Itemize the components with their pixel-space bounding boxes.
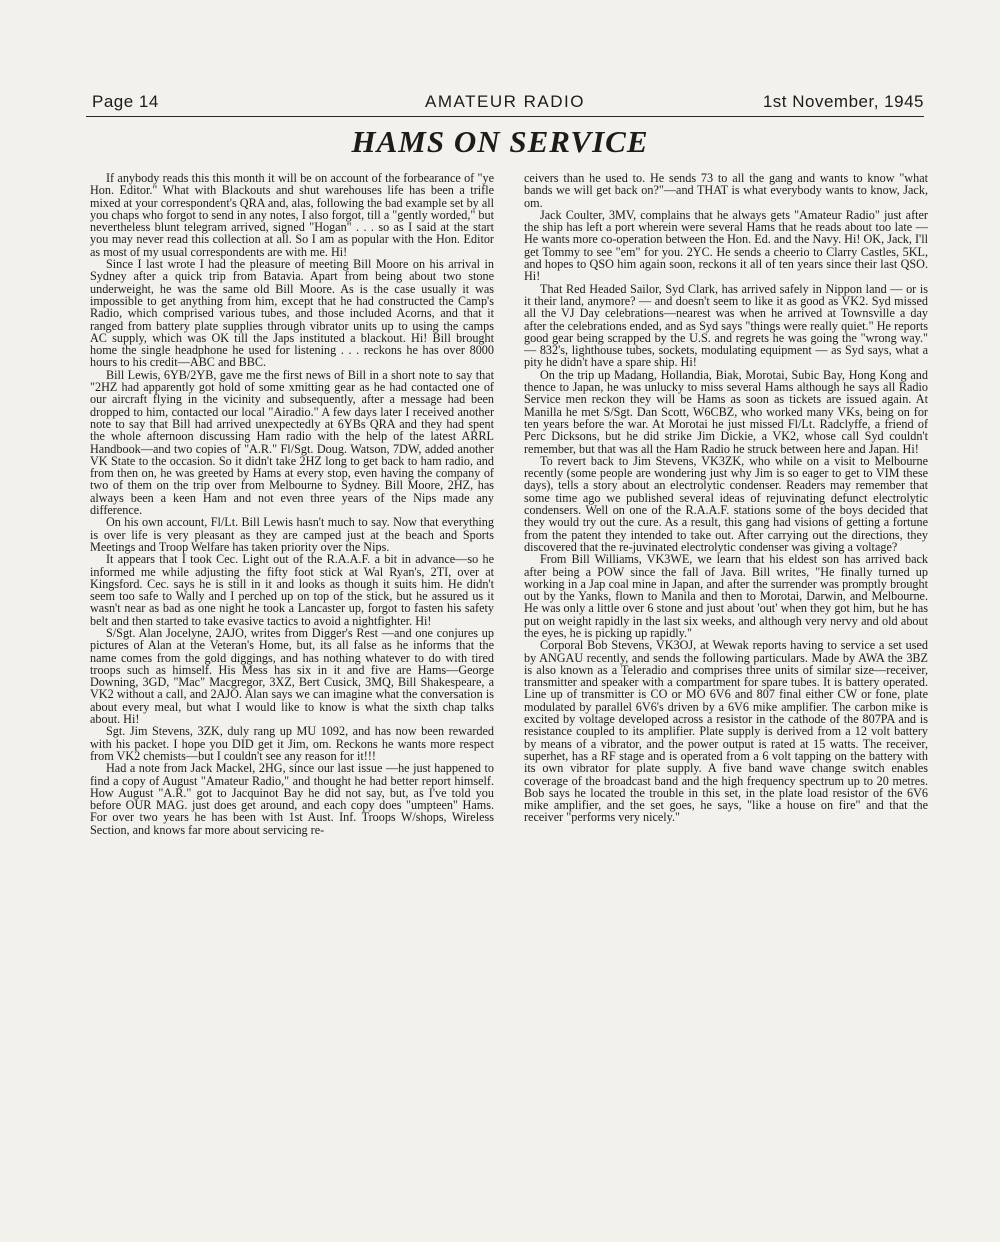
paragraph: Had a note from Jack Mackel, 2HG, since our last issue —he just happened to find a copy of August "Amateur Radio," and thought he had better report himself. How August "A.R." got to Jacquinot Bay he did not say, but, as I've told you before OUR MAG. just does get around, and each copy does "umpteen" Hams. For over two years he has been with 1st Aust. Inf. Troops W/shops, Wireless Section, and knows far more about servicing re- [90,761,494,837]
paragraph: Corporal Bob Stevens, VK3OJ, at Wewak reports having to service a set used by ANGAU recently, and sends the following particulars. Made by AWA the 3BZ is also known as a Teleradio and comprises three units of similar size—receiver, transmitter and speaker with a compartment for spare tubes. It is battery operated. Line up of transmitter is CO or MO 6V6 and 807 final either CW or fone, plate modulated by parallel 6V6's driven by a 6V6 mike amplifier. The carbon mike is excited by voltage developed across a resistor in the cathode of the 807PA and is resistance coupled to its amplifier. Plate supply is derived from a 12 volt battery by means of a vibrator, and the power output is rated at 15 watts. The receiver, superhet, has a RF stage and is operated from a 6 volt tapping on the battery with its own vibrator for plate supply. A five band wave change switch enables coverage of the broadcast band and the high frequency spectrum up to 20 metres. Bob says he located the trouble in this set, in the plate load resistor of the 6V6 mike amplifier, and the set goes, he says, "like a house on fire" and that the receiver "performs very nicely." [524,638,928,825]
paragraph: It appears that I took Cec. Light out of the R.A.A.F. a bit in advance—so he informed me while adjusting the fifty foot stick at Wal Ryan's, 2TI, over at Kingsford. Cec. says he is still in it and looks as though it suits him. He didn't seem too safe to Wally and I perched up on top of the stick, but he assured us it wasn't near as bad as one night he took a Lancaster up, forgot to fasten his safety belt and then started to take evasive tactics to avoid a nightfighter. Hi! [90,552,494,628]
paragraph: That Red Headed Sailor, Syd Clark, has arrived safely in Nippon land — or is it their land, anymore? — and doesn't seem to like it as good as VK2. Syd missed all the VJ Day celebrations—nearest was when he arrived at Townsville a day after the celebrations ended, and as Syd says "things were really quiet." He reports good gear being scrapped by the U.S. and regrets he was going the "wrong way." — 832's, lighthouse tubes, sockets, modulating equipment — as Syd says, what a pity he didn't have a spare ship. Hi! [524,281,928,370]
page-number: Page 14 [92,92,159,111]
paragraph: On the trip up Madang, Hollandia, Biak, Morotai, Subic Bay, Hong Kong and thence to Japan, he was unlucky to miss several Hams although he says all Radio Service men reckon they will be Hams as soon as tickets are issued again. At Manilla he met S/Sgt. Dan Scott, W6CBZ, who worked many VKs, being on for ten years before the war. At Morotai he just missed Fl/Lt. Radclyffe, a friend of Perc Dicksons, but he did strike Jim Dickie, a VK2, whose call Syd couldn't remember, but that was all the Ham Radio he struck between here and Japan. Hi! [524,367,928,456]
left-column [90,172,494,1172]
running-header [86,88,924,117]
paragraph: Bill Lewis, 6YB/2YB, gave me the first news of Bill in a short note to say that "2HZ had apparently got hold of some xmitting gear as he had contacted one of our aircraft flying in the vicinity and subsequently, after a message had been dropped to him, contacted our local "Airadio." A few days later I received another note to say that Bill had arrived unexpectedly at 6YBs QRA and they had spent the whole afternoon discussing Ham radio with the help of the latest ARRL Handbook—and two copies of "A.R." Fl/Sgt. Doug. Watson, 7DW, added another VK State to the occasion. So it didn't take 2HZ long to get back to ham radio, and from then on, he was greeted by Hams at every stop, even having the company of two of them on the trip over from Melbourne to Sydney. Bill Moore, 2HZ, has always been a keen Ham and not even three years of the Nips made any difference. [90,367,494,518]
paragraph: S/Sgt. Alan Jocelyne, 2AJO, writes from Digger's Rest —and one conjures up pictures of Alan at the Veteran's Home, but, its all false as he informs that the name comes from the gold diggings, and has nothing whatever to do with tired troops such as himself. His Mess has six in it and five are Hams—George Downing, 3GD, "Mac" Macgregor, 3XZ, Bert Cusick, 3MQ, Bill Shakespeare, a VK2 without a call, and 2AJO. Alan says we can imagine what the conversation is about every meal, but what I would like to know is what the sixth chap talks about. Hi! [90,625,494,727]
paragraph: ceivers than he used to. He sends 73 to all the gang and wants to know "what bands we will get back on?"—and THAT is what everybody wants to know, Jack, om. [524,172,928,210]
paragraph: Jack Coulter, 3MV, complains that he always gets "Amateur Radio" just after the ship has left a port wherein were several Hams that he reads about too late —He wants more co-operation between the Hon. Ed. and the Navy. Hi! OK, Jack, I'll get Tommy to see "em" for you. 2YC. He sends a cheerio to Clarry Castles, 5KL, and hopes to QSO him again soon, reckons it all of ten years since their last QSO. Hi! [524,207,928,284]
paragraph: Sgt. Jim Stevens, 3ZK, duly rang up MU 1092, and has now been rewarded with his packet. I hope you DID get it Jim, om. Reckons he wants more respect from VK2 chemists—but I couldn't see any reason for it!!! [90,724,494,763]
paragraph: On his own account, Fl/Lt. Bill Lewis hasn't much to say. Now that everything is over life is very pleasant as they are camped just at the beach and Sports Meetings and Troop Welfare has taken priority over the Nips. [90,515,494,554]
paragraph: If anybody reads this this month it will be on account of the forbearance of "ye Hon. Editor." What with Blackouts and shut warehouses life has been a trifle mixed at your correspondent's QRA and, alas, following the bad example set by all you chaps who forgot to send in any notes, I also forgot, till a "gently worded," but nevertheless blunt telegram arrived, signed "Hogan" . . . so as I said at the start you may never read this collection at all. So I am as popular with the Hon. Editor as most of my usual correspondents are with me. Hi! [90,172,494,259]
issue-date: 1st November, 1945 [762,92,924,111]
paragraph: Since I last wrote I had the pleasure of meeting Bill Moore on his arrival in Sydney after a quick trip from Batavia. Apart from being about two stone underweight, he was the same old Bill Moore. As is the case usually it was impossible to get anything from him, except that he had constructed the Camp's Radio, which comprised various tubes, and those included Acorns, and that it ranged from battery plate supplies through vibrator units up to using the camps AC supply, which was OK till the Japs instituted a blackout. Hi! Bill brought home the single headphone he used for listening . . . reckons he has over 8000 hours to his credit—ABC and BBC. [90,257,494,370]
article-title: HAMS ON SERVICE [351,124,649,159]
journal-name: AMATEUR RADIO [425,92,585,111]
paragraph: To revert back to Jim Stevens, VK3ZK, who while on a visit to Melbourne recently (some people are wondering just why Jim is so eager to get to VIM these days), tells a story about an electrolytic condenser. Readers may remember that some time ago we published several ideas of rejuvinating defunct electrolytic condensers. Well on one of the R.A.A.F. stations some of the boys decided that they would try out the cure. As a result, this gang had visions of getting a fortune from the patent they intended to take out. After carrying out the directions, they discovered that the re-juvinated electrolytic condenser was giving a voltage? [524,453,928,554]
right-column [524,172,928,1172]
paragraph: From Bill Williams, VK3WE, we learn that his eldest son has arrived back after being a POW since the fall of Java. Bill writes, "He finally turned up working in a Jap coal mine in Japan, and after the surrender was promptly brought out by the Yanks, flown to Manila and then to Morotai, Darwin, and Melbourne. He was only a little over 6 stone and just about 'out' when they got him, but he has put on weight rapidly in the last six weeks, and although very nervy and old about the eyes, he is picking up rapidly." [524,552,928,640]
